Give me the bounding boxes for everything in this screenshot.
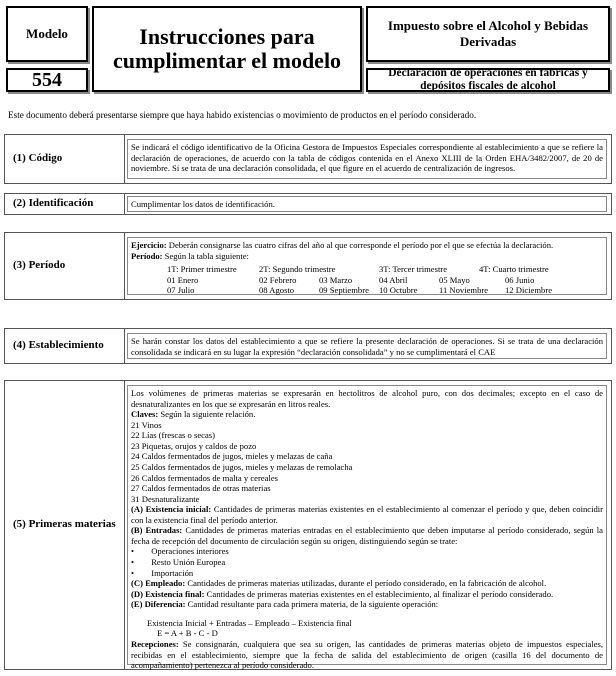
clave-item: 21 Vinos — [131, 419, 162, 430]
item-c-text: Cantidades de primeras materias utilizadas, durante el período considerado, en la fabricación de alcohol. — [185, 578, 547, 589]
ejercicio-text: Deberán consignarse las cuatro cifras del año al que corresponde el período por el que se efectúa la declaración. — [166, 240, 554, 250]
ejercicio-line — [131, 240, 603, 251]
mes-item: 08 Agosto — [259, 285, 295, 296]
bullet-text: Importación — [151, 567, 194, 578]
section-title-identificacion: (2) Identificación — [5, 194, 125, 214]
item-d — [131, 589, 603, 600]
section-codigo — [4, 134, 612, 184]
bullet-item: • Importación — [131, 567, 194, 578]
trimestre-item: 1T: Primer trimestre — [167, 264, 237, 275]
mes-item: 01 Enero — [167, 274, 199, 285]
item-a — [131, 504, 603, 525]
section-title-codigo: (1) Código — [5, 135, 125, 183]
section-content-identificacion: Cumplimentar los datos de identificación. — [127, 196, 607, 212]
section-primeras-materias — [4, 380, 612, 670]
section-establecimiento — [4, 328, 612, 364]
section-content-establecimiento: Se harán constar los datos del establecimiento a que se refiere la presente declaración de operaciones. Si se trata de una declaración consolidada se indicará en su lugar la expresión “declaración consolidada” y no se cumplimentará el CAE — [127, 333, 607, 359]
item-e-label: (E) Diferencia: — [131, 599, 186, 610]
item-b-label: (B) Entradas: — [131, 525, 183, 536]
section-content-primeras-materias — [127, 385, 607, 671]
bullet-text: Operaciones interiores — [151, 546, 229, 557]
section-title-periodo: (3) Período — [5, 233, 125, 299]
clave-item: 26 Caldos fermentados de malta y cereales — [131, 472, 278, 483]
section-identificacion — [4, 193, 612, 215]
primeras-intro: Los volúmenes de primeras materias se expresarán en hectolitros de alcohol puro, con dos decimales; excepto en el caso de desnaturalizantes en los que se expresarán en litros reales. — [131, 388, 603, 409]
clave-item: 25 Caldos fermentados de jugos, mieles y melazas de remolacha — [131, 461, 353, 472]
claves-line — [131, 409, 603, 420]
formula-letters: E = A + B - C - D — [157, 628, 218, 639]
formula-words: Existencia Inicial + Entradas – Empleado – Existencia final — [147, 617, 352, 628]
mes-item: 10 Octubre — [379, 285, 418, 296]
periodo-label: Período: — [131, 250, 163, 261]
trimestres-row — [131, 264, 603, 275]
trimestre-item: 3T: Tercer trimestre — [379, 264, 448, 275]
section-content-codigo: Se indicará el código identificativo de la Oficina Gestora de Impuestos Especiales correspondiente al establecimiento a que se refiere la declaración de operaciones, de acuerdo con la tabla de códigos contenida en el Anexo XLIII de la Orden EHA/3482/2007, de 20 de noviembre. Si se trata de una declaración consolidada, el que figure en el acuerdo de centralización de ingresos. — [127, 139, 607, 179]
claves-text: Según la siguiente relación. — [158, 409, 256, 420]
mes-item: 06 Junio — [505, 274, 535, 285]
bullet-text: Resto Unión Europea — [151, 557, 226, 567]
mes-item: 03 Marzo — [319, 274, 353, 285]
section-content-periodo — [127, 237, 607, 295]
trimestre-item: 4T: Cuarto trimestre — [479, 264, 549, 275]
ejercicio-label: Ejercicio: — [131, 240, 167, 250]
clave-item: 24 Caldos fermentados de jugos, mieles y melazas de caña — [131, 451, 333, 462]
main-title: Instrucciones para cumplimentar el modelo — [92, 6, 362, 92]
recepciones-text: Se consignarán, cualquiera que sea su origen, las cantidades de primeras materias objeto de impuestos especiales, recibidas en el establecimiento, siempre que la fecha de salida del establecimiento de origen (casilla 16 del documento de acompañamiento) pertenezca al período considerado. — [131, 638, 603, 671]
form-header — [4, 4, 612, 94]
claves-label: Claves: — [131, 409, 159, 420]
modelo-label: Modelo — [6, 6, 88, 62]
mes-item: 04 Abril — [379, 274, 408, 285]
declaration-title: Declaración de operaciones en fábricas y depósitos fiscales de alcohol — [366, 68, 610, 92]
item-b — [131, 525, 603, 546]
trimestre-item: 2T: Segundo trimestre — [259, 264, 336, 275]
intro-text: Este documento deberá presentarse siempre que haya habido existencias o movimiento de productos en el período considerado. — [8, 110, 477, 120]
item-e — [131, 599, 603, 610]
item-d-text: Cantidades de primeras materias existentes en el establecimiento, al finalizar el período considerado. — [204, 588, 554, 599]
item-c — [131, 578, 603, 589]
periodo-text: Según la tabla siguiente: — [162, 250, 249, 261]
section-title-primeras-materias: (5) Primeras materias — [5, 381, 125, 669]
clave-item: 27 Caldos fermentados de otras materias — [131, 483, 271, 494]
item-c-label: (C) Empleado: — [131, 578, 186, 589]
mes-item: 05 Mayo — [439, 274, 470, 285]
section-periodo — [4, 232, 612, 300]
meses-row-2 — [131, 285, 603, 296]
section-title-establecimiento: (4) Establecimiento — [5, 329, 125, 363]
mes-item: 07 Julio — [167, 285, 195, 296]
bullet-item: • Operaciones interiores — [131, 546, 229, 557]
mes-item: 02 Febrero — [259, 274, 297, 285]
mes-item: 09 Septiembre — [319, 285, 369, 296]
bullet-item: • Resto Unión Europea — [131, 557, 226, 567]
item-a-text: Cantidades de primeras materias existentes en el establecimiento al comenzar el período y que, deben coincidir con la existencia final del período anterior. — [131, 504, 603, 525]
periodo-line — [131, 251, 603, 262]
item-d-label: (D) Existencia final: — [131, 588, 205, 599]
recepciones — [131, 639, 603, 671]
mes-item: 11 Noviembre — [439, 285, 489, 296]
clave-item: 31 Desnaturalizante — [131, 493, 200, 504]
modelo-number: 554 — [6, 68, 88, 92]
meses-row-1 — [131, 275, 603, 286]
tax-title: Impuesto sobre el Alcohol y Bebidas Derivadas — [366, 6, 610, 62]
recepciones-label: Recepciones: — [131, 638, 179, 649]
item-b-text: Cantidades de primeras materias entradas en el establecimiento que deben imputarse al período considerado, según la fecha de recepción del documento de circulación según su origen, distinguiendo según se trate: — [131, 525, 603, 546]
clave-item: 23 Piquetas, orujos y caldos de pozo — [131, 440, 257, 451]
item-a-label: (A) Existencia inicial: — [131, 504, 212, 515]
item-e-text: Cantidad resultante para cada primera materia, de la siguiente operación: — [185, 599, 439, 610]
clave-item: 22 Lías (frescas o secas) — [131, 430, 215, 441]
mes-item: 12 Diciembre — [505, 285, 553, 296]
